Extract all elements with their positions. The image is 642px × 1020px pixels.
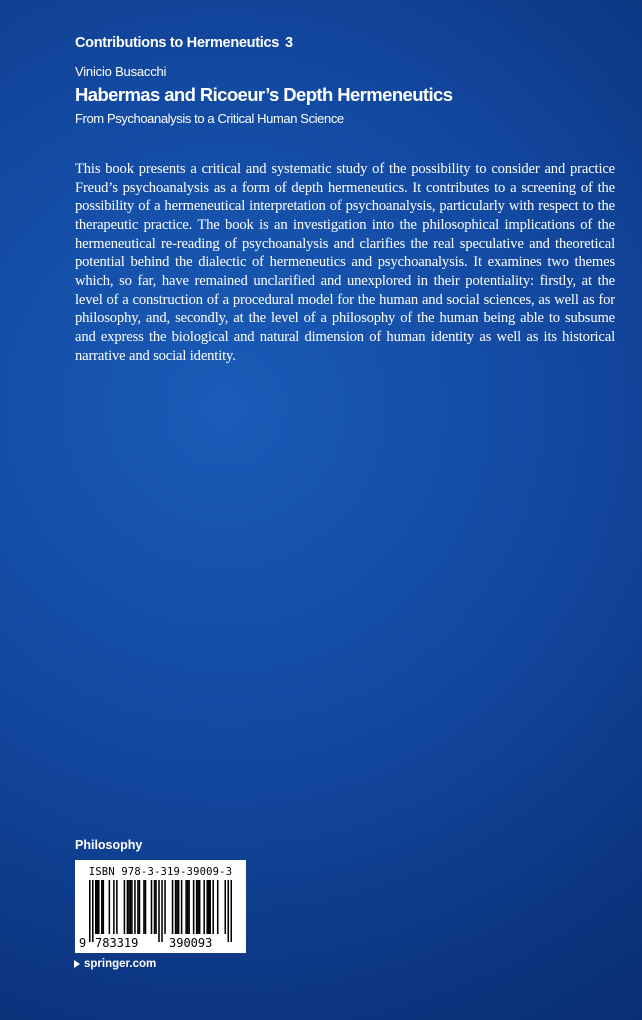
book-description: This book presents a critical and systematic study of the possibility to consider and practice Freud’s psychoanalysis as a form of depth hermeneutics. It contributes to a screening of the possibility of a hermeneutical interpretation of psychoanalysis, particularly with respect to the therapeutic practice. The book is an investigation into the philosophical implications of the hermeneutical re-reading of psychoanalysis and clarifies the real speculative and theoretical potential behind the dialectic of hermeneutics and psychoanalysis. It examines two themes which, so far, have remained unclarified and unexplored in their potentiality: firstly, at the level of a construction of a procedural model for the human and social sciences, as well as for philosophy, and, secondly, at the level of a philosophy of the human being able to subsume and express the biological and natural dimension of human identity as well as its historical narrative and social identity. <box>75 161 615 364</box>
barcode-bar <box>181 880 183 934</box>
barcode-bar <box>197 880 199 934</box>
barcode-bar <box>155 880 157 934</box>
barcode-bar <box>203 880 205 934</box>
barcode-bar <box>113 880 115 934</box>
isbn-label: ISBN 978-3-319-39009-3 <box>88 866 233 878</box>
barcode-bar <box>230 880 232 942</box>
isbn-barcode-box <box>75 860 246 953</box>
author-name: Vinicio Busacchi <box>75 64 167 79</box>
barcode-bar <box>206 880 208 934</box>
barcode-bar <box>209 880 211 934</box>
barcode-bar <box>212 880 214 934</box>
barcode-bar <box>98 880 100 934</box>
barcode-bar <box>95 880 97 934</box>
barcode-bar <box>161 880 163 942</box>
barcode-bar <box>193 880 195 934</box>
barcode-bar <box>151 880 153 934</box>
barcode-bar <box>217 880 219 934</box>
series-heading <box>75 35 293 51</box>
barcode-bar <box>130 880 132 934</box>
barcode-bar <box>208 880 210 934</box>
barcode-bar <box>227 880 229 942</box>
barcode-bar <box>103 880 105 934</box>
barcode-bar <box>175 880 177 934</box>
barcode-bar <box>158 880 160 942</box>
barcode-bar <box>97 880 99 934</box>
springer-link[interactable] <box>74 958 156 970</box>
book-title: Habermas and Ricoeur’s Depth Hermeneutics <box>75 84 453 105</box>
barcode-bar <box>145 880 147 934</box>
springer-link-label: springer.com <box>84 958 157 970</box>
subject-category: Philosophy <box>75 838 143 852</box>
barcode-left-digits: 783319 <box>95 936 139 950</box>
book-subtitle: From Psychoanalysis to a Critical Human Science <box>75 111 344 126</box>
barcode-bar <box>131 880 133 934</box>
barcode-image <box>89 880 232 942</box>
barcode-bar <box>128 880 130 934</box>
barcode-bar <box>134 880 136 934</box>
barcode-bar <box>137 880 139 934</box>
barcode-bar <box>224 880 226 934</box>
barcode-bar <box>124 880 126 934</box>
barcode-bar <box>127 880 129 934</box>
barcode-bar <box>172 880 174 934</box>
barcode-bar <box>185 880 187 934</box>
barcode-bar <box>187 880 189 934</box>
barcode-bar <box>139 880 141 934</box>
arrow-icon <box>74 960 80 968</box>
barcode-lead-digit: 9 <box>79 936 87 950</box>
barcode-bar <box>196 880 198 934</box>
barcode-bar <box>199 880 201 934</box>
barcode-bar <box>143 880 145 934</box>
series-name: Contributions to Hermeneutics <box>75 35 279 51</box>
barcode-right-digits: 390093 <box>169 936 213 950</box>
series-number: 3 <box>284 35 293 51</box>
barcode-bar <box>109 880 111 934</box>
barcode-bar <box>116 880 118 934</box>
barcode-bar <box>188 880 190 934</box>
barcode-bar <box>154 880 156 934</box>
barcode-bar <box>92 880 94 942</box>
barcode-bar <box>89 880 91 942</box>
barcode-bar <box>101 880 103 934</box>
barcode-bar <box>176 880 178 934</box>
barcode-bar <box>164 880 166 934</box>
barcode-bar <box>178 880 180 934</box>
